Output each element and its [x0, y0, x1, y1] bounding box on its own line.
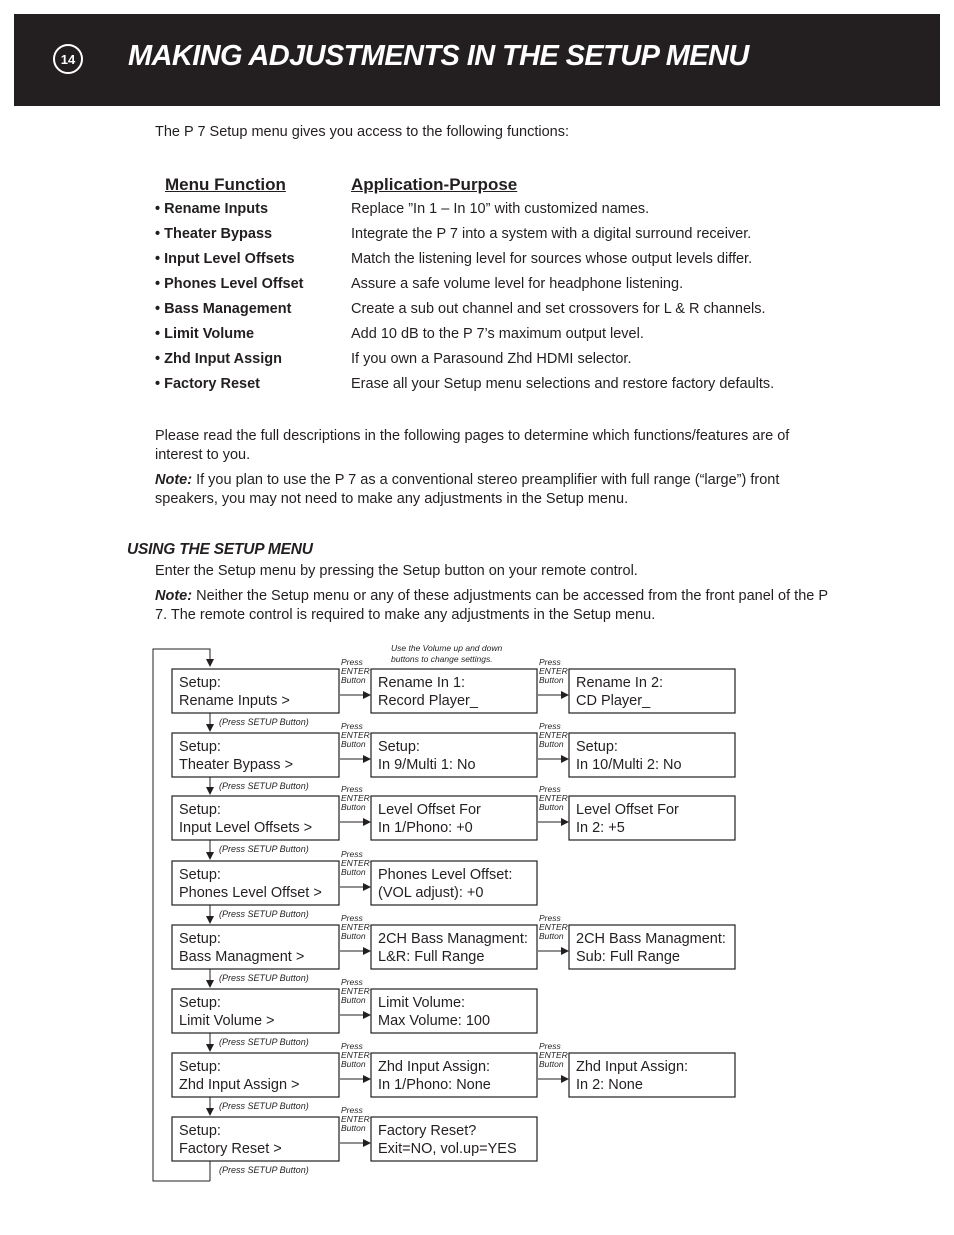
function-purpose: Create a sub out channel and set crossovers for L & R channels. — [351, 301, 766, 317]
note-text: If you plan to use the P 7 as a conventional stereo preamplifier with full range (“large”) front speakers, you may not need to make any adjustments in the Setup menu. — [155, 472, 780, 507]
button-label: Button — [539, 739, 564, 749]
function-purpose: Erase all your Setup menu selections and restore factory defaults. — [351, 376, 775, 392]
press-setup-label: (Press SETUP Button) — [219, 781, 309, 791]
enter-label: ENTER — [539, 730, 568, 740]
display-line: In 1/Phono: None — [378, 1077, 491, 1093]
section-title: USING THE SETUP MENU — [127, 541, 313, 558]
column-header-purpose: Application-Purpose — [351, 175, 518, 194]
loop-back-line — [153, 649, 210, 1181]
enter-label: ENTER — [341, 1114, 370, 1124]
display-line: Level Offset For — [576, 802, 679, 818]
press-label: Press — [341, 913, 363, 923]
button-label: Button — [539, 802, 564, 812]
display-line: Limit Volume > — [179, 1013, 275, 1029]
display-line: Theater Bypass > — [179, 757, 294, 773]
press-label: Press — [539, 657, 561, 667]
display-line: Rename In 2: — [576, 675, 664, 691]
intro-text: The P 7 Setup menu gives you access to the following functions: — [155, 124, 570, 140]
press-setup-label: (Press SETUP Button) — [219, 973, 309, 983]
function-name: • Limit Volume — [155, 326, 255, 342]
function-purpose: If you own a Parasound Zhd HDMI selector. — [351, 351, 632, 367]
button-label: Button — [539, 675, 564, 685]
enter-label: ENTER — [539, 666, 568, 676]
press-label: Press — [341, 657, 363, 667]
press-setup-label: (Press SETUP Button) — [219, 844, 309, 854]
press-label: Press — [341, 721, 363, 731]
enter-label: ENTER — [341, 666, 370, 676]
display-line: In 10/Multi 2: No — [576, 757, 682, 773]
function-purpose: Add 10 dB to the P 7’s maximum output level. — [351, 326, 644, 342]
display-line: Setup: — [576, 739, 618, 755]
function-purpose: Replace ”In 1 – In 10” with customized names. — [351, 201, 650, 217]
display-line: L&R: Full Range — [378, 949, 485, 965]
display-line: Zhd Input Assign: — [576, 1059, 689, 1075]
display-line: Zhd Input Assign > — [179, 1077, 300, 1093]
description-paragraph: Please read the full descriptions in the following pages to determine which functions/features are of interest to you. — [155, 428, 790, 463]
enter-label: ENTER — [539, 922, 568, 932]
function-purpose: Integrate the P 7 into a system with a digital surround receiver. — [351, 226, 752, 242]
enter-label: ENTER — [341, 730, 370, 740]
press-label: Press — [341, 784, 363, 794]
enter-label: ENTER — [341, 986, 370, 996]
display-line: In 2: +5 — [576, 820, 625, 836]
display-line: In 1/Phono: +0 — [378, 820, 473, 836]
display-line: Setup: — [179, 931, 221, 947]
press-label: Press — [539, 721, 561, 731]
press-setup-label: (Press SETUP Button) — [219, 909, 309, 919]
press-label: Press — [539, 784, 561, 794]
display-line: Input Level Offsets > — [179, 820, 313, 836]
display-line: Setup: — [179, 675, 221, 691]
press-setup-label: (Press SETUP Button) — [219, 1165, 309, 1175]
column-header-function: Menu Function — [165, 175, 286, 194]
function-name: • Input Level Offsets — [155, 251, 295, 267]
display-line: Bass Managment > — [179, 949, 305, 965]
display-line: In 2: None — [576, 1077, 643, 1093]
enter-label: ENTER — [539, 1050, 568, 1060]
display-line: Setup: — [179, 739, 221, 755]
function-name: • Bass Management — [155, 301, 292, 317]
display-line: Record Player_ — [378, 693, 478, 709]
enter-label: ENTER — [341, 1050, 370, 1060]
enter-label: ENTER — [341, 858, 370, 868]
display-line: Limit Volume: — [378, 995, 466, 1011]
display-line: Phones Level Offset: — [378, 867, 513, 883]
press-label: Press — [539, 1041, 561, 1051]
display-line: Phones Level Offset > — [179, 885, 322, 901]
function-name: • Rename Inputs — [155, 201, 269, 217]
button-label: Button — [341, 739, 366, 749]
display-line: Factory Reset > — [179, 1141, 282, 1157]
function-name: • Theater Bypass — [155, 226, 273, 242]
press-label: Press — [341, 977, 363, 987]
button-label: Button — [341, 1059, 366, 1069]
display-line: Setup: — [179, 1059, 221, 1075]
press-setup-label: (Press SETUP Button) — [219, 1037, 309, 1047]
display-line: (VOL adjust): +0 — [378, 885, 484, 901]
display-line: CD Player_ — [576, 693, 651, 709]
display-line: Setup: — [179, 1123, 221, 1139]
enter-label: ENTER — [341, 793, 370, 803]
display-line: Setup: — [378, 739, 420, 755]
display-line: 2CH Bass Managment: — [576, 931, 726, 947]
page-number: 14 — [53, 44, 83, 74]
display-line: In 9/Multi 1: No — [378, 757, 476, 773]
display-line: Setup: — [179, 867, 221, 883]
note-text: Neither the Setup menu or any of these adjustments can be accessed from the front panel of the P 7. The remote control is required to make any adjustments in the Setup menu. — [155, 588, 828, 623]
display-line: Sub: Full Range — [576, 949, 680, 965]
display-line: Level Offset For — [378, 802, 481, 818]
display-line: Zhd Input Assign: — [378, 1059, 491, 1075]
press-setup-label: (Press SETUP Button) — [219, 717, 309, 727]
press-label: Press — [341, 1105, 363, 1115]
function-purpose: Assure a safe volume level for headphone listening. — [351, 276, 684, 292]
function-name: • Factory Reset — [155, 376, 261, 392]
enter-label: ENTER — [341, 922, 370, 932]
page-title: MAKING ADJUSTMENTS IN THE SETUP MENU — [128, 40, 749, 72]
button-label: Button — [341, 675, 366, 685]
display-line: Exit=NO, vol.up=YES — [378, 1141, 517, 1157]
button-label: Button — [539, 1059, 564, 1069]
button-label: Button — [341, 867, 366, 877]
function-name: • Zhd Input Assign — [155, 351, 282, 367]
display-line: Setup: — [179, 995, 221, 1011]
display-line: Setup: — [179, 802, 221, 818]
note-label: Note: — [155, 588, 193, 604]
button-label: Button — [341, 1123, 366, 1133]
button-label: Button — [341, 802, 366, 812]
press-label: Press — [539, 913, 561, 923]
button-label: Button — [539, 931, 564, 941]
press-label: Press — [341, 849, 363, 859]
button-label: Button — [341, 995, 366, 1005]
function-name: • Phones Level Offset — [155, 276, 304, 292]
button-label: Button — [341, 931, 366, 941]
display-line: Rename In 1: — [378, 675, 466, 691]
note-label: Note: — [155, 472, 193, 488]
display-line: Rename Inputs > — [179, 693, 290, 709]
function-purpose: Match the listening level for sources whose output levels differ. — [351, 251, 753, 267]
display-line: 2CH Bass Managment: — [378, 931, 528, 947]
press-setup-label: (Press SETUP Button) — [219, 1101, 309, 1111]
display-line: Max Volume: 100 — [378, 1013, 491, 1029]
press-label: Press — [341, 1041, 363, 1051]
volume-note: Use the Volume up and down — [391, 643, 503, 653]
section-text: Enter the Setup menu by pressing the Setup button on your remote control. — [155, 563, 638, 579]
volume-note: buttons to change settings. — [391, 654, 493, 664]
display-line: Factory Reset? — [378, 1123, 477, 1139]
enter-label: ENTER — [539, 793, 568, 803]
